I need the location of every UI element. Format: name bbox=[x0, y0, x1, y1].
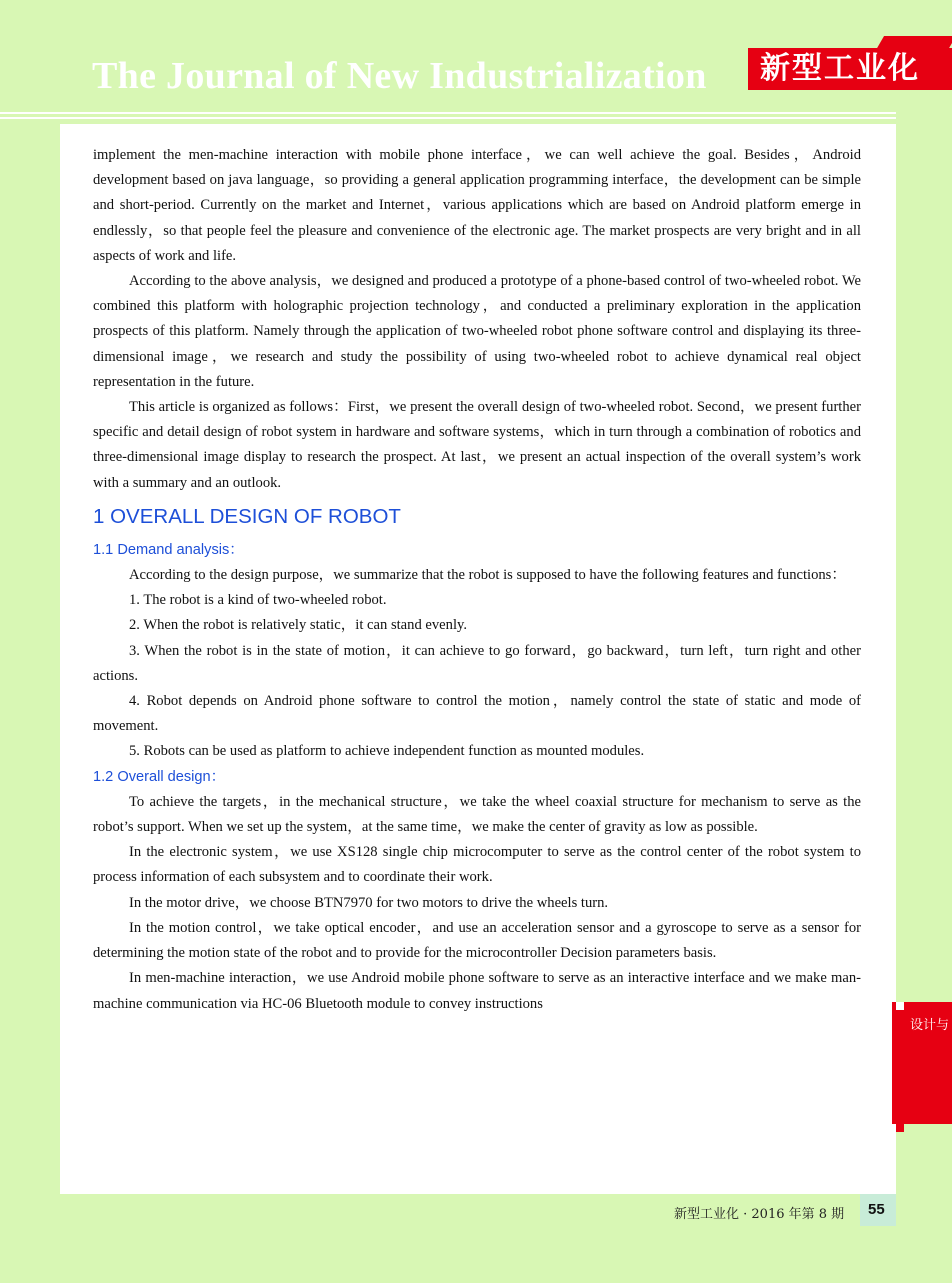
paragraph: According to the above analysis，we designed and produced a prototype of a phone-based control of two-wheeled robot. We combined this platform with holographic projection technology，and conducted a preliminary exploration in the application prospects of this platform. Namely through the application of two-wheeled robot phone software control and displaying its three-dimensional image，we research and study the possibility of using two-wheeled robot to achieve dynamical real object representation in the future. bbox=[93, 273, 861, 390]
journal-title: The Journal of New Industrialization bbox=[92, 55, 707, 97]
brand-logo: 新型工业化 bbox=[748, 48, 952, 90]
paragraph: According to the design purpose，we summarize that the robot is supposed to have the following features and functions： bbox=[129, 567, 846, 584]
footer-band bbox=[0, 1226, 952, 1283]
section-heading: 1 OVERALL DESIGN OF ROBOT bbox=[93, 504, 401, 528]
side-tab-notch bbox=[896, 1002, 904, 1010]
list-item: 5. Robots can be used as platform to achieve independent function as mounted modules. bbox=[129, 743, 645, 760]
side-tab-notch bbox=[896, 1124, 904, 1132]
page-number: 55 bbox=[868, 1201, 885, 1218]
list-item: 1. The robot is a kind of two-wheeled robot. bbox=[129, 592, 387, 609]
list-item: 4. Robot depends on Android phone software to control the motion，namely control the state of static and mode of movement. bbox=[93, 693, 861, 735]
paragraph: In the motion control，we take optical encoder，and use an acceleration sensor and a gyroscope to serve as a sensor for determining the motion state of the robot and to provide for the microcontroller Decision parameters basis. bbox=[93, 919, 861, 962]
side-tab-label: 设计与 bbox=[910, 1018, 950, 1033]
paragraph: In men-machine interaction，we use Android mobile phone software to serve as an interactive interface and we make man-machine communication via HC-06 Bluetooth module to convey instructions bbox=[93, 970, 861, 1012]
header-rule-bottom bbox=[0, 117, 896, 119]
subsection-heading: 1.1 Demand analysis： bbox=[93, 541, 244, 558]
list-item: 2. When the robot is relatively static，it can stand evenly. bbox=[129, 617, 467, 634]
paragraph: In the motor drive，we choose BTN7970 for two motors to drive the wheels turn. bbox=[129, 894, 609, 911]
article-body bbox=[93, 143, 861, 1017]
paragraph: This article is organized as follows：First，we present the overall design of two-wheeled robot. Second，we present further specific and detail design of robot system in hardware and software systems，which in turn through a combination of robotics and three-dimensional image display to research the prospect. At last，we present an actual inspection of the overall system’s work with a summary and an outlook. bbox=[93, 399, 861, 491]
list-item: 3. When the robot is in the state of motion，it can achieve to go forward，go backward，turn left，turn right and other actions. bbox=[93, 642, 861, 684]
paragraph: implement the men-machine interaction with mobile phone interface，we can well achieve the goal. Besides，Android development based on java language，so providing a general application programming interface，the development can be simple and short-period. Currently on the market and Internet，various applications which are based on Android platform emerge in endlessly，so that people feel the pleasure and convenience of the electronic age. The market prospects are very bright and in all aspects of work and life. bbox=[93, 147, 861, 264]
footer-citation: 新型工业化 · 2016 年第 8 期 bbox=[674, 1207, 845, 1222]
paragraph: In the electronic system，we use XS128 single chip microcomputer to serve as the control center of the robot system to process information of each subsystem and to coordinate their work. bbox=[93, 844, 861, 886]
paragraph: To achieve the targets，in the mechanical structure，we take the wheel coaxial structure for mechanism to serve as the robot’s support. When we set up the system，at the same time，we make the center of gravity as low as possible. bbox=[93, 793, 861, 836]
header-rule-top bbox=[0, 112, 896, 114]
subsection-heading: 1.2 Overall design： bbox=[93, 768, 226, 785]
